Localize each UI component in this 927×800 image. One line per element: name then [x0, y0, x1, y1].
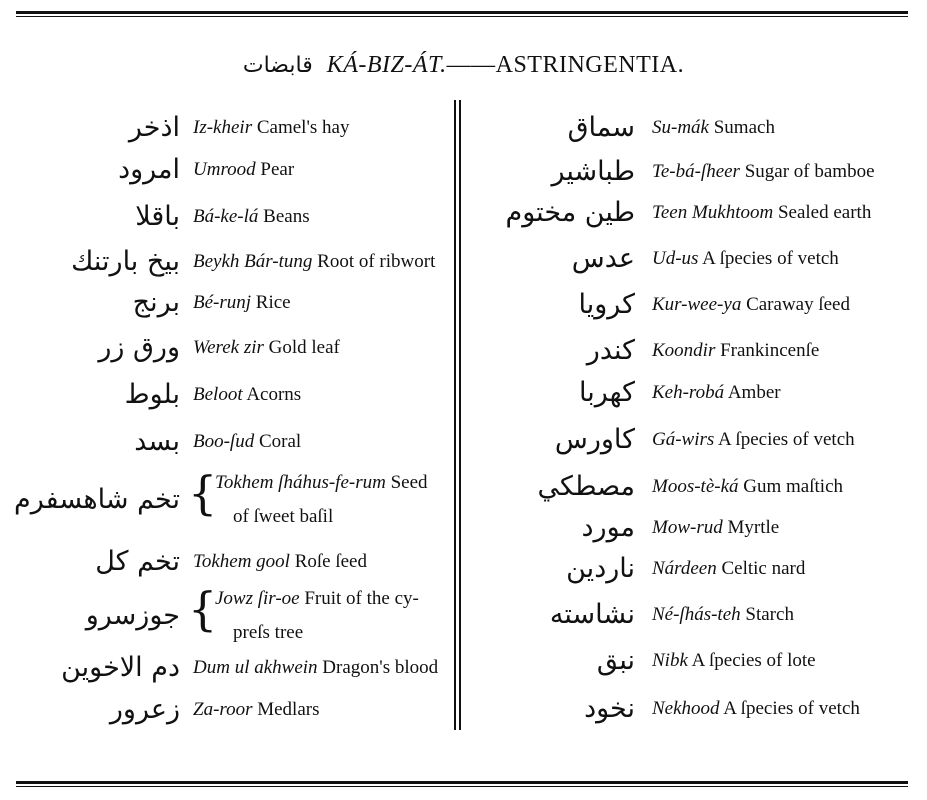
title-arabic: قابضات — [242, 53, 313, 78]
entry-meaning: Coral — [258, 431, 302, 452]
entry-meaning: Caraway ſeed — [746, 294, 850, 315]
entry-term: Su-mák — [652, 117, 709, 138]
entry-text — [652, 689, 860, 729]
entry-meaning: A ſpecies of lote — [691, 650, 816, 671]
entry-text — [652, 641, 816, 681]
arabic-term: مورد — [581, 512, 635, 543]
arabic-term: اذخر — [128, 112, 180, 143]
list-item — [0, 595, 927, 635]
list-item — [0, 689, 927, 729]
top-rule-thin — [16, 16, 908, 17]
entry-meaning: Gold leaf — [268, 337, 340, 358]
entry-text — [652, 193, 871, 233]
entry-term: Boo-ſud — [193, 431, 255, 452]
entry-meaning: Myrtle — [727, 517, 780, 538]
entry-meaning: Roſe ſeed — [294, 551, 367, 572]
entry-meaning: Root of ribwort — [317, 251, 436, 272]
entry-term: Teen Mukhtoom — [652, 202, 774, 223]
list-item — [0, 549, 927, 589]
arabic-term: تخم شاهسفرم — [14, 484, 180, 515]
list-item — [0, 373, 927, 413]
entry-text — [652, 508, 779, 548]
entry-term: Koondir — [652, 340, 716, 361]
entry-term: Bá-ke-lá — [193, 206, 259, 227]
entry-term: Moos-tè-ká — [652, 476, 739, 497]
entry-text — [652, 420, 855, 460]
entry-meaning: Sugar of bamboe — [744, 161, 875, 182]
entry-term: Te-bá-ſheer — [652, 161, 740, 182]
entry-meaning: Sumach — [713, 117, 775, 138]
list-item — [0, 239, 927, 279]
entry-meaning: Rice — [255, 292, 291, 313]
arabic-term: ورق زر — [98, 332, 180, 363]
entry-term: Né-ſhás-teh — [652, 604, 741, 625]
arabic-term: نشاسته — [549, 599, 635, 630]
arabic-term: مصطكي — [537, 471, 635, 502]
title-transliteration: KÁ-BIZ-ÁT. — [326, 52, 447, 78]
brace-symbol: { — [188, 582, 218, 636]
entry-term: Keh-robá — [652, 382, 725, 403]
arabic-term: بسد — [134, 426, 180, 457]
arabic-term: جوزسرو — [85, 600, 180, 631]
entry-term: Nekhood — [652, 698, 720, 719]
entry-term: Umrood — [193, 159, 256, 180]
entry-text-line2: of ſweet baſil — [233, 506, 334, 527]
entry-text — [652, 152, 875, 192]
arabic-term: كهربا — [579, 377, 635, 408]
page-title — [0, 52, 927, 79]
entry-term: Dum ul akhwein — [193, 657, 318, 678]
entry-meaning: Frankincenſe — [720, 340, 820, 361]
list-item — [0, 152, 927, 192]
entry-text — [652, 595, 794, 635]
arabic-term: برنج — [132, 287, 180, 318]
arabic-term: امرود — [118, 154, 180, 185]
entry-meaning: Amber — [727, 382, 781, 403]
arabic-term: بلوط — [124, 379, 180, 410]
entry-meaning: Medlars — [257, 699, 320, 720]
entry-term: Nibk — [652, 650, 688, 671]
entry-term: Jowz ſir-oe — [215, 588, 300, 609]
entry-meaning: Dragon's blood — [322, 657, 439, 678]
entry-meaning: Seed — [390, 472, 428, 493]
arabic-term: سماق — [567, 112, 635, 143]
bottom-rule-thick — [16, 781, 908, 784]
list-item — [0, 285, 927, 325]
list-item — [0, 467, 927, 507]
arabic-term: كرويا — [578, 289, 635, 320]
entry-meaning: A ſpecies of vetch — [723, 698, 860, 719]
arabic-term: تخم كل — [95, 546, 180, 577]
entry-term: Werek zir — [193, 337, 264, 358]
entry-text — [652, 549, 805, 589]
entry-meaning: Pear — [260, 159, 295, 180]
brace-symbol: { — [188, 466, 218, 520]
entry-text — [652, 285, 850, 325]
entry-term: Beykh Bár-tung — [193, 251, 313, 272]
entry-term: Bé-runj — [193, 292, 252, 313]
entry-term: Za-roor — [193, 699, 253, 720]
entry-meaning: Starch — [745, 604, 794, 625]
entry-text — [652, 331, 819, 371]
entry-term: Tokhem ſháhus-fe-rum — [215, 472, 386, 493]
list-item — [0, 108, 927, 148]
entry-meaning: Camel's hay — [256, 117, 350, 138]
entry-text — [652, 239, 839, 279]
arabic-term: بيخ بارتنك — [71, 246, 180, 277]
arabic-term: دم الاخوين — [61, 652, 180, 683]
entry-meaning: A ſpecies of vetch — [702, 248, 839, 269]
arabic-term: نخود — [584, 693, 635, 724]
entry-term: Beloot — [193, 384, 243, 405]
entry-meaning: Gum maſtich — [743, 476, 844, 497]
list-item — [0, 508, 927, 548]
entry-text — [652, 108, 775, 148]
entry-text-line2: preſs tree — [233, 622, 304, 643]
top-rule-thick — [16, 11, 908, 14]
list-item — [0, 641, 927, 681]
entry-meaning: Fruit of the cy- — [304, 588, 419, 609]
entry-meaning: A ſpecies of vetch — [718, 429, 855, 450]
list-item — [0, 331, 927, 371]
entry-term: Tokhem gool — [193, 551, 290, 572]
arabic-term: باقلا — [135, 201, 180, 232]
entry-meaning: Acorns — [246, 384, 302, 405]
entry-text — [652, 373, 781, 413]
entry-text — [652, 467, 843, 507]
entry-term: Iz-kheir — [193, 117, 253, 138]
arabic-term: ناردين — [566, 553, 635, 584]
entry-meaning: Beans — [263, 206, 310, 227]
entry-term: Ud-us — [652, 248, 699, 269]
arabic-term: كندر — [586, 335, 635, 366]
arabic-term: نبق — [596, 645, 635, 676]
entry-meaning: Sealed earth — [777, 202, 872, 223]
arabic-term: طين مختوم — [505, 197, 635, 228]
entry-term: Mow-rud — [652, 517, 723, 538]
entry-term: Kur-wee-ya — [652, 294, 742, 315]
title-dash: —— — [446, 52, 496, 78]
arabic-term: طباشير — [551, 156, 635, 187]
arabic-term: عدس — [571, 243, 635, 274]
arabic-term: زعرور — [109, 694, 180, 725]
entry-term: Nárdeen — [652, 558, 717, 579]
bottom-rule-thin — [16, 786, 908, 787]
entry-term: Gá-wirs — [652, 429, 715, 450]
title-latin: ASTRINGENTIA. — [495, 52, 685, 78]
list-item — [0, 193, 927, 233]
arabic-term: كاورس — [554, 424, 635, 455]
entry-meaning: Celtic nard — [721, 558, 806, 579]
list-item — [0, 420, 927, 460]
